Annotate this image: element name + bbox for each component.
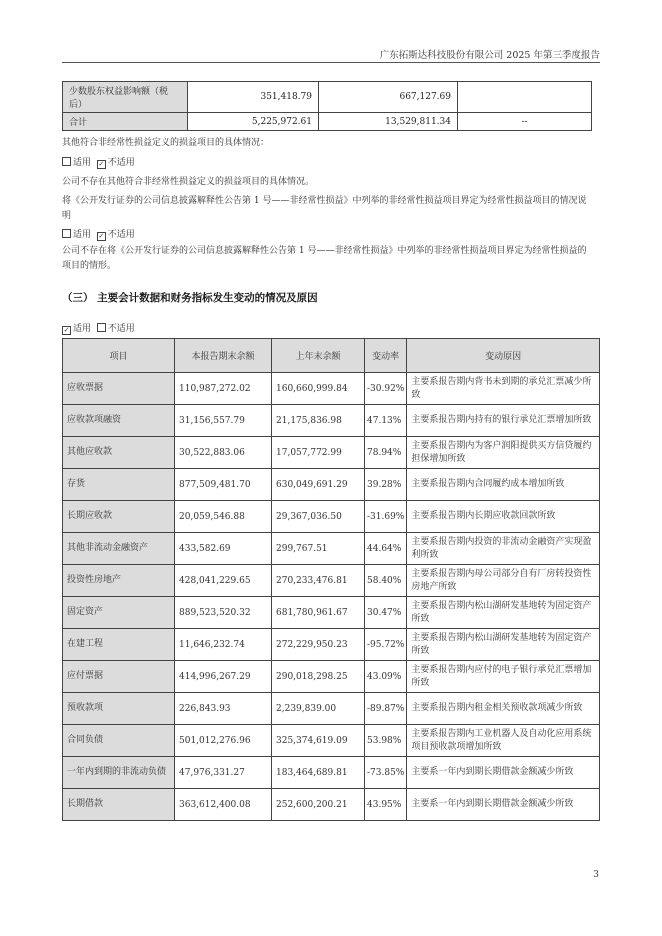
not-applicable-label: 不适用: [107, 230, 135, 240]
prior-balance: 29,367,036.50: [272, 501, 365, 533]
prior-balance: 17,057,772.99: [272, 437, 365, 469]
table-row: [63, 565, 600, 597]
prior-balance: 252,600,200.21: [272, 789, 365, 821]
note-cell: [458, 82, 592, 113]
current-balance: 877,509,481.70: [175, 469, 272, 501]
change-reason: 主要系报告期内合同履约成本增加所致: [407, 469, 600, 501]
current-balance: 20,059,546.88: [175, 501, 272, 533]
ytd-value: 13,529,811.34: [319, 113, 458, 131]
item-name: 固定资产: [63, 597, 175, 629]
item-name: 其他非流动金融资产: [63, 533, 175, 565]
checked-box-icon: ✓: [98, 232, 105, 240]
page-number: 3: [593, 870, 599, 880]
item-name: 应付票据: [63, 661, 175, 693]
section-title: （三） 主要会计数据和财务指标发生变动的情况及原因: [62, 292, 318, 304]
change-reason: 主要系报告期内母公司部分自有厂房转投资性房地产所致: [407, 565, 600, 597]
applicable-label: 适用: [73, 158, 92, 168]
header-divider: [62, 62, 600, 63]
row-label: 合计: [63, 113, 188, 131]
table-row: [63, 597, 600, 629]
table-row: [63, 725, 600, 757]
change-rate: 53.98%: [365, 725, 407, 757]
paragraph-no-other-items: 公司不存在其他符合非经常性损益定义的损益项目的具体情况。: [62, 177, 315, 187]
change-reason: 主要系一年内到期长期借款金额减少所致: [407, 789, 600, 821]
unchecked-box-icon: [62, 157, 71, 166]
item-name: 长期借款: [63, 789, 175, 821]
change-reason: 主要系报告期内投资的非流动金融资产实现盈利所致: [407, 533, 600, 565]
paragraph-other-items: 其他符合非经常性损益定义的损益项目的具体情况：: [62, 138, 270, 148]
table-row: [63, 469, 600, 501]
change-rate: -30.92%: [365, 373, 407, 405]
checkbox-line-2: [62, 227, 135, 241]
change-reason: 主要系报告期内工业机器人及自动化应用系统项目预收款项增加所致: [407, 725, 600, 757]
note-cell: --: [458, 113, 592, 131]
table-row: [63, 405, 600, 437]
change-rate: -73.85%: [365, 757, 407, 789]
change-reason: 主要系报告期内租金相关预收款项减少所致: [407, 693, 600, 725]
table-row: [63, 113, 592, 131]
change-reason: 主要系报告期内长期应收款回款所致: [407, 501, 600, 533]
table-header-row: [63, 339, 600, 373]
header-current: 本报告期末余额: [175, 339, 272, 373]
current-balance: 433,582.69: [175, 533, 272, 565]
header-prior: 上年末余额: [272, 339, 365, 373]
report-header-title: 广东拓斯达科技股份有限公司 2025 年第三季度报告: [379, 50, 600, 61]
change-reason: 主要系一年内到期长期借款金额减少所致: [407, 757, 600, 789]
change-rate: 43.09%: [365, 661, 407, 693]
unchecked-box-icon: [97, 323, 106, 332]
item-name: 长期应收款: [63, 501, 175, 533]
prior-balance: 160,660,999.84: [272, 373, 365, 405]
prior-balance: 325,374,619.09: [272, 725, 365, 757]
item-name: 应收票据: [63, 373, 175, 405]
table-row: [63, 789, 600, 821]
ytd-value: 667,127.69: [319, 82, 458, 113]
change-rate: 44.64%: [365, 533, 407, 565]
table-row: [63, 629, 600, 661]
change-rate: 78.94%: [365, 437, 407, 469]
non-recurring-summary-table: [62, 81, 592, 131]
table-row: [63, 373, 600, 405]
change-reason: 主要系报告期内应付的电子银行承兑汇票增加所致: [407, 661, 600, 693]
prior-balance: 272,229,950.23: [272, 629, 365, 661]
change-rate: -95.72%: [365, 629, 407, 661]
item-name: 存货: [63, 469, 175, 501]
checkbox-line-3: [62, 321, 135, 335]
change-rate: -31.69%: [365, 501, 407, 533]
current-balance: 889,523,520.32: [175, 597, 272, 629]
item-name: 应收款项融资: [63, 405, 175, 437]
current-balance: 31,156,557.79: [175, 405, 272, 437]
current-value: 5,225,972.61: [188, 113, 319, 131]
change-reason: 主要系报告期内为客户润阳提供买方信贷履约担保增加所致: [407, 437, 600, 469]
current-balance: 363,612,400.08: [175, 789, 272, 821]
item-name: 一年内到期的非流动负债: [63, 757, 175, 789]
current-balance: 414,996,267.29: [175, 661, 272, 693]
table-row: [63, 437, 600, 469]
current-balance: 30,522,883.06: [175, 437, 272, 469]
checkbox-line-1: [62, 155, 135, 169]
applicable-label: 适用: [73, 230, 92, 240]
prior-balance: 2,239,839.00: [272, 693, 365, 725]
table-row: [63, 693, 600, 725]
change-rate: -89.87%: [365, 693, 407, 725]
prior-balance: 183,464,689.81: [272, 757, 365, 789]
current-balance: 428,041,229.65: [175, 565, 272, 597]
table-row: [63, 661, 600, 693]
item-name: 合同负债: [63, 725, 175, 757]
prior-balance: 299,767.51: [272, 533, 365, 565]
not-applicable-label: 不适用: [107, 324, 135, 334]
table-row: [63, 533, 600, 565]
header-rate: 变动率: [365, 339, 407, 373]
item-name: 其他应收款: [63, 437, 175, 469]
checked-box-icon: ✓: [63, 326, 70, 334]
not-applicable-label: 不适用: [107, 158, 135, 168]
paragraph-reclassification-note: 将《公开发行证券的公司信息披露解释性公告第 1 号——非经常性损益》中列举的非经常性损益项目界定为经常性损益项目的情况说明: [62, 196, 587, 221]
change-rate: 39.28%: [365, 469, 407, 501]
current-balance: 226,843.93: [175, 693, 272, 725]
item-name: 预收款项: [63, 693, 175, 725]
table-row: [63, 757, 600, 789]
prior-balance: 21,175,836.98: [272, 405, 365, 437]
prior-balance: 681,780,961.67: [272, 597, 365, 629]
financial-changes-table: [62, 338, 600, 821]
change-reason: 主要系报告期内松山湖研发基地转为固定资产所致: [407, 629, 600, 661]
change-rate: 30.47%: [365, 597, 407, 629]
item-name: 投资性房地产: [63, 565, 175, 597]
change-rate: 43.95%: [365, 789, 407, 821]
header-item: 项目: [63, 339, 175, 373]
paragraph-no-reclassification: 公司不存在将《公开发行证券的公司信息披露解释性公告第 1 号——非经常性损益》中列举的非经常性损益项目界定为经常性损益的项目的情形。: [62, 246, 587, 271]
current-value: 351,418.79: [188, 82, 319, 113]
change-rate: 58.40%: [365, 565, 407, 597]
current-balance: 47,976,331.27: [175, 757, 272, 789]
current-balance: 501,012,276.96: [175, 725, 272, 757]
prior-balance: 270,233,476.81: [272, 565, 365, 597]
current-balance: 110,987,272.02: [175, 373, 272, 405]
applicable-label: 适用: [73, 324, 92, 334]
change-reason: 主要系报告期内松山湖研发基地转为固定资产所致: [407, 597, 600, 629]
table-row: [63, 82, 592, 113]
row-label: 少数股东权益影响额（税后）: [63, 82, 188, 113]
header-reason: 变动原因: [407, 339, 600, 373]
change-rate: 47.13%: [365, 405, 407, 437]
change-reason: 主要系报告期内持有的银行承兑汇票增加所致: [407, 405, 600, 437]
change-reason: 主要系报告期内背书未到期的承兑汇票减少所致: [407, 373, 600, 405]
table-row: [63, 501, 600, 533]
current-balance: 11,646,232.74: [175, 629, 272, 661]
table-body: [63, 373, 600, 821]
prior-balance: 630,049,691.29: [272, 469, 365, 501]
checked-box-icon: ✓: [98, 160, 105, 168]
item-name: 在建工程: [63, 629, 175, 661]
unchecked-box-icon: [62, 229, 71, 238]
prior-balance: 290,018,298.25: [272, 661, 365, 693]
